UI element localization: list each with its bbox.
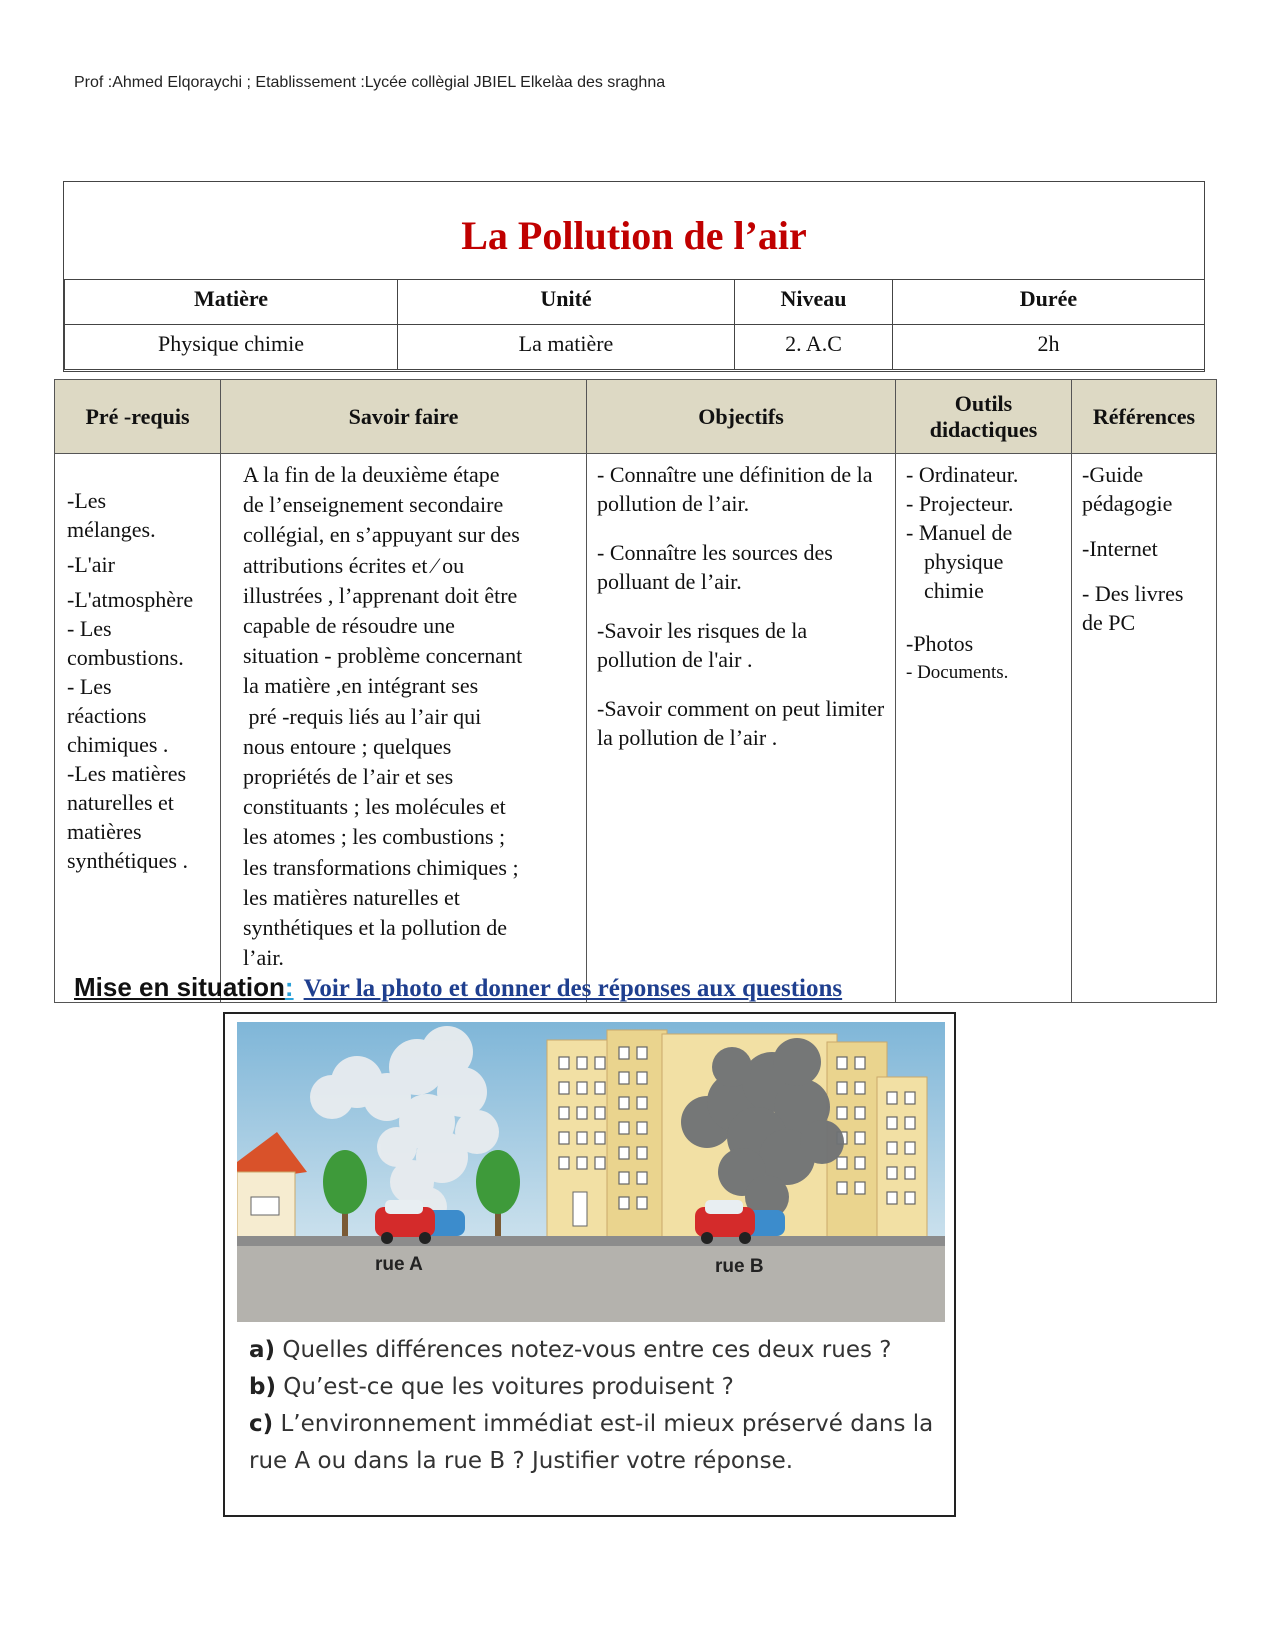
outils-cell [896,454,1072,1003]
road [237,1246,945,1322]
savoir-faire-line: capable de résoudre une [243,613,455,639]
question-b-text: Qu’est-ce que les voitures produisent ? [283,1374,734,1400]
info-value-matiere: Physique chimie [65,325,398,370]
header-outils [896,380,1072,454]
info-header-unite: Unité [398,280,735,325]
header-outils-line1: Outils [954,390,1013,416]
savoir-faire-line: synthétiques et la pollution de [243,915,507,941]
objectifs-cell [587,454,896,1003]
savoir-faire-line: propriétés de l’air et ses [243,764,454,790]
header-savoir-faire: Savoir faire [221,380,587,454]
savoir-faire-line: les transformations chimiques ; [243,854,519,880]
savoir-faire-line: collégial, en s’appuyant sur des [243,522,520,548]
savoir-faire-line: attributions écrites et ⁄ ou [243,552,465,578]
savoir-faire-line: A la fin de la deuxième étape [243,462,500,487]
street-label-a: rue A [375,1254,423,1275]
outil-manuel: - Manuel de [906,520,1013,545]
situation-label: Mise en situation [74,972,285,1002]
question-b [249,1369,939,1406]
savoir-faire-line: illustrées , l’apprenant doit être [243,582,518,608]
savoir-faire-line: les atomes ; les combustions ; [243,824,506,850]
savoir-faire-line: les matières naturelles et [243,884,460,910]
question-c [249,1406,939,1443]
situation-colon: : [284,972,294,1002]
question-c-text: L’environnement immédiat est-il mieux préservé dans la [280,1411,934,1437]
savoir-faire-line: situation - problème concernant [243,643,523,669]
outil-manuel-line3: chimie [924,578,984,603]
outil-projecteur: - Projecteur. [906,491,1014,516]
prerequis-line: matières [67,819,142,844]
prerequis-line: naturelles et [67,790,174,815]
outil-ordinateur: - Ordinateur. [906,462,1019,487]
objectif-item: -Savoir comment on peut limiter la pollution de l’air . [597,696,885,750]
prerequis-line: -L'air [67,552,115,577]
outil-manuel-line2: physique [924,549,1004,574]
building-door [573,1192,587,1226]
question-c-line2: rue A ou dans la rue B ? Justifier votre réponse. [249,1448,794,1474]
outil-documents: - Documents. [906,662,1009,683]
info-header-duree: Durée [893,280,1205,325]
prerequis-line: -Les [67,488,107,513]
header-outils-line2: didactiques [929,416,1038,442]
savoir-faire-line: nous entoure ; quelques [243,733,452,759]
mise-en-situation [74,972,842,1003]
question-c-letter: c) [249,1411,274,1437]
prerequis-line: combustions. [67,645,184,670]
prerequis-line: -Les matières [67,761,187,786]
prerequis-line: -L'atmosphère [67,587,194,612]
lesson-info-box [63,181,1205,372]
question-a [249,1332,939,1369]
prerequis-line: mélanges. [67,517,156,542]
street-label-b: rue B [715,1256,764,1277]
prerequis-line: réactions [67,703,147,728]
savoir-faire-line: la matière ,en intégrant ses [243,673,479,699]
questions-block [249,1332,939,1480]
pedagogy-table [54,379,1217,1003]
reference-guide: -Guide [1082,462,1144,487]
situation-instruction: Voir la photo et donner des réponses aux questions [303,975,843,1002]
reference-livres: - Des livres [1082,581,1184,606]
street-scene-drawing [237,1022,945,1322]
savoir-faire-line: constituants ; les molécules et [243,794,506,820]
references-cell [1072,454,1217,1003]
savoir-faire-line: l’air. [243,945,284,971]
info-value-niveau: 2. A.C [735,325,893,370]
question-a-letter: a) [249,1337,276,1363]
info-value-duree: 2h [893,325,1205,370]
question-b-letter: b) [249,1374,276,1400]
reference-guide-line2: pédagogie [1082,491,1173,516]
lesson-info-table [64,279,1205,370]
prerequis-line: - Les [67,616,112,641]
info-header-niveau: Niveau [735,280,893,325]
reference-livres-line2: de PC [1082,610,1136,635]
sidewalk-curb [237,1236,945,1246]
prerequis-line: - Les [67,674,112,699]
lesson-title: La Pollution de l’air [461,213,807,258]
street-illustration [223,1012,956,1517]
header-prerequis: Pré -requis [55,380,221,454]
savoir-faire-line: pré -requis liés au l’air qui [243,703,482,729]
document-header: Prof :Ahmed Elqoraychi ; Etablissement :Lycée collègial JBIEL Elkelàa des sraghna [74,74,666,91]
objectif-item: - Connaître les sources des polluant de l’air. [597,540,833,594]
prerequis-cell [55,454,221,1003]
prerequis-line: synthétiques . [67,848,188,873]
objectif-item: - Connaître une définition de la pollution de l’air. [597,462,873,516]
question-a-text: Quelles différences notez-vous entre ces deux rues ? [282,1337,892,1363]
reference-internet: -Internet [1082,536,1158,561]
savoir-faire-cell [221,454,587,1003]
info-value-unite: La matière [398,325,735,370]
objectif-item: -Savoir les risques de la pollution de l'air . [597,618,808,672]
prerequis-line: chimiques . [67,732,169,757]
info-header-matiere: Matière [65,280,398,325]
savoir-faire-line: de l’enseignement secondaire [243,492,504,518]
outil-photos: -Photos [906,631,974,656]
header-objectifs: Objectifs [587,380,896,454]
header-references: Références [1072,380,1217,454]
